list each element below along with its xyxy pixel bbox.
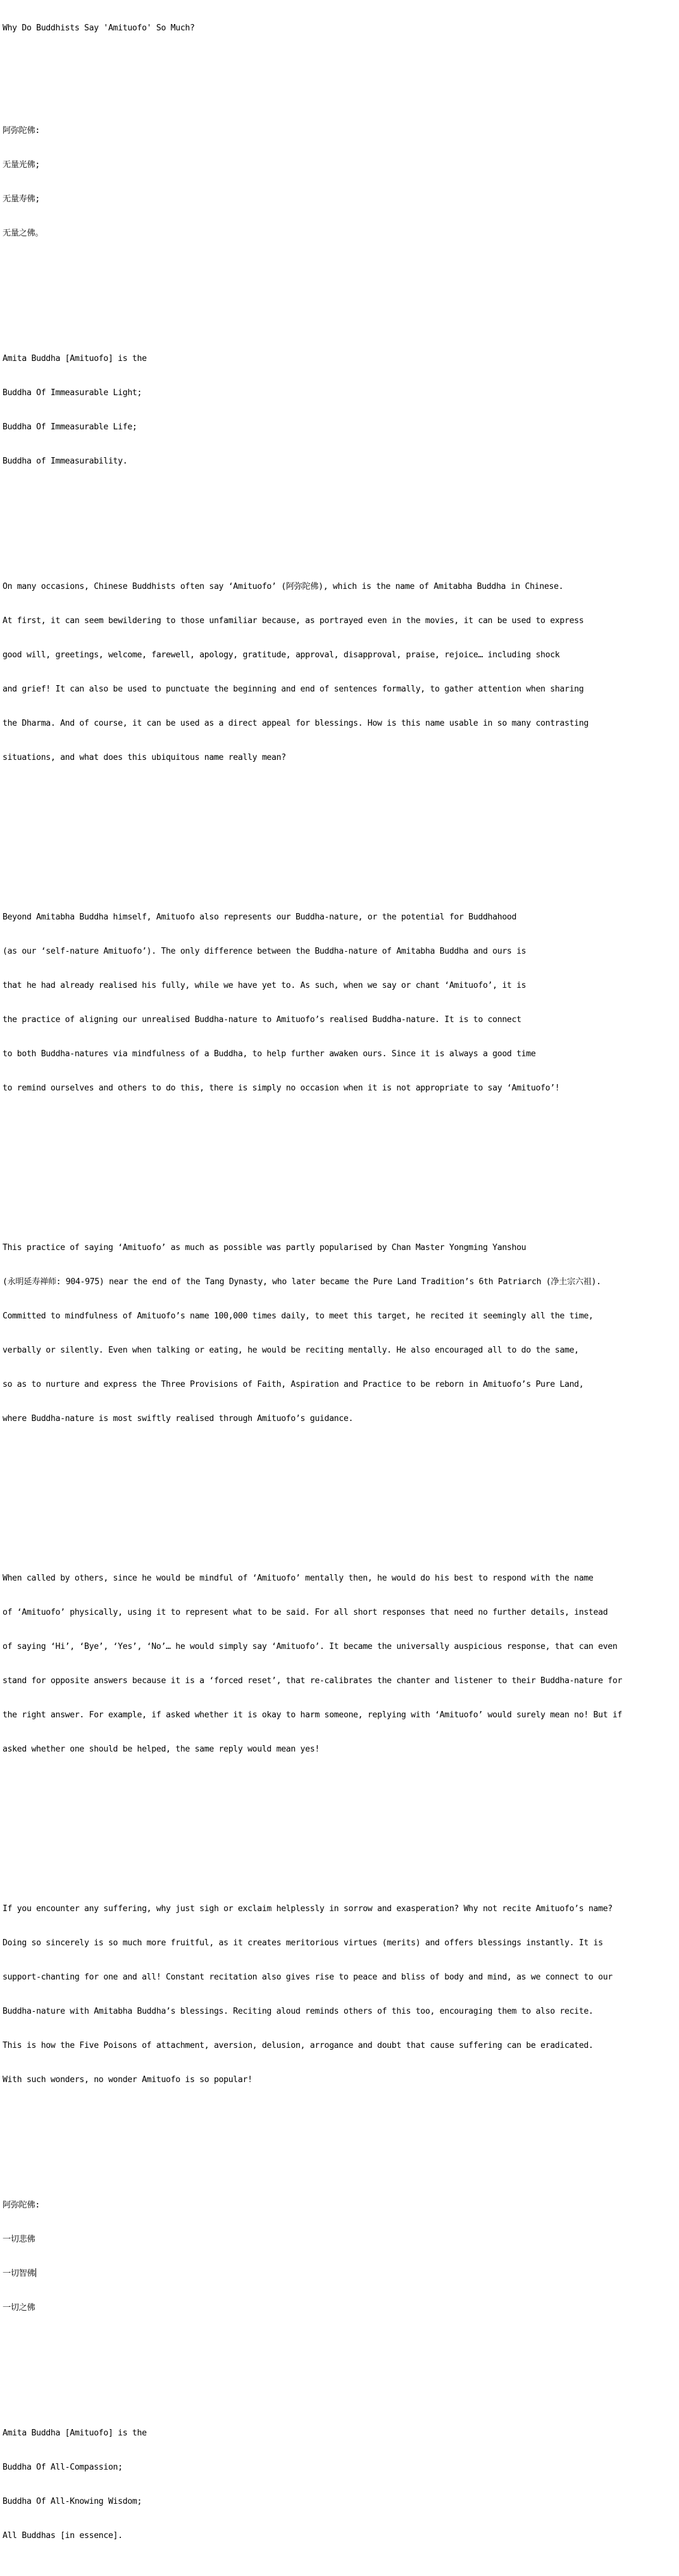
paragraph-line: At first, it can seem bewildering to those unfamiliar because, as portrayed even in the movies, it can be used to express [3, 616, 584, 626]
verse-line: Amita Buddha [Amituofo] is the [3, 354, 147, 363]
paragraph-line: that he had already realised his fully, while we have yet to. As such, when we say or chant ‘Amituofo’, it is [3, 981, 526, 990]
paragraph-line: On many occasions, Chinese Buddhists often say ‘Amituofo’ (阿弥陀佛), which is the name of Amitabha Buddha in Chinese. [3, 582, 564, 591]
verse-line-with-caret [3, 2268, 676, 2280]
paragraph-3 [3, 1220, 676, 1448]
blank-line [3, 1801, 676, 1812]
paragraph-line: support-chanting for one and all! Constant recitation also gives rise to peace and bliss of body and mind, as we connect to our [3, 1973, 613, 1982]
paragraph-4 [3, 1550, 676, 1778]
verse-line: Buddha of Immeasurability. [3, 457, 128, 466]
paragraph-line: to both Buddha-natures via mindfulness of a Buddha, to help further awaken ours. Since it is always a good time [3, 1049, 536, 1059]
verse-line: 无量寿佛; [3, 194, 40, 204]
blank-line [3, 1505, 676, 1516]
blank-line [3, 809, 676, 821]
document-title: Why Do Buddhists Say 'Amituofo' So Much? [3, 23, 195, 33]
verse-line: 一切悲佛 [3, 2235, 35, 2244]
blank-line [3, 2131, 676, 2143]
blank-line [3, 2359, 676, 2371]
paragraph-line: where Buddha-nature is most swiftly realised through Amituofo’s guidance. [3, 1414, 354, 1424]
verse-chinese-1 [3, 103, 676, 262]
blank-line [3, 1835, 676, 1847]
paragraph-line: so as to nurture and express the Three Provisions of Faith, Aspiration and Practice to be reborn in Amituofo’s Pure Land, [3, 1380, 584, 1389]
paragraph-line: and grief! It can also be used to punctuate the beginning and end of sentences formally, to gather attention when sharing [3, 685, 584, 694]
verse-line: Buddha Of All-Knowing Wisdom; [3, 2497, 142, 2506]
verse-line: 一切智佛 [3, 2269, 35, 2278]
paragraph-line: asked whether one should be helped, the same reply would mean yes! [3, 1745, 320, 1754]
paragraph-line: the practice of aligning our unrealised Buddha-nature to Amituofo’s realised Buddha-nature. It is to connect [3, 1015, 521, 1025]
paragraph-line: the Dharma. And of course, it can be used as a direct appeal for blessings. How is this name usable in so many contrasting [3, 719, 589, 728]
verse-line: Buddha Of Immeasurable Light; [3, 388, 142, 398]
verse-line: 阿弥陀佛: [3, 2200, 40, 2210]
verse-line: 无量之佛。 [3, 229, 44, 238]
blank-line [3, 513, 676, 524]
paragraph-5 [3, 1881, 676, 2109]
verse-chinese-2 [3, 2177, 676, 2337]
blank-line [3, 1140, 676, 1151]
paragraph-1 [3, 559, 676, 786]
blank-line [3, 285, 676, 296]
blank-line [3, 1174, 676, 1185]
blank-line [3, 843, 676, 855]
paragraph-line: to remind ourselves and others to do this, there is simply no occasion when it is not appropriate to say ‘Amituofo’! [3, 1083, 560, 1093]
verse-line: 阿弥陀佛: [3, 126, 40, 136]
paragraph-line: If you encounter any suffering, why just sigh or exclaim helplessly in sorrow and exasperation? Why not recite Amituofo’s name? [3, 1904, 613, 1914]
paragraph-line: of ‘Amituofo’ physically, using it to represent what to be said. For all short responses that need no further details, instead [3, 1608, 608, 1617]
paragraph-line: Committed to mindfulness of Amituofo’s name 100,000 times daily, to meet this target, he recited it seemingly all the time, [3, 1311, 594, 1321]
paragraph-line: (as our ‘self-nature Amituofo’). The only difference between the Buddha-nature of Amitabha Buddha and ours is [3, 947, 526, 956]
text-cursor [35, 2268, 36, 2277]
verse-english-1 [3, 331, 676, 490]
paragraph-line: of saying ‘Hi’, ‘Bye’, ‘Yes’, ‘No’… he would simply say ‘Amituofo’. It became the universally auspicious response, that can even [3, 1642, 618, 1651]
paragraph-line: good will, greetings, welcome, farewell, apology, gratitude, approval, disapproval, praise, rejoice… including shock [3, 650, 560, 660]
paragraph-line: Beyond Amitabha Buddha himself, Amituofo also represents our Buddha-nature, or the potential for Buddhahood [3, 912, 517, 922]
verse-line: All Buddhas [in essence]. [3, 2531, 123, 2541]
text-document[interactable] [3, 0, 676, 2576]
verse-english-2 [3, 2405, 676, 2565]
paragraph-line: This is how the Five Poisons of attachment, aversion, delusion, arrogance and doubt that cause suffering can be eradicated. [3, 2041, 594, 2050]
paragraph-line: verbally or silently. Even when talking or eating, he would be reciting mentally. He also encouraged all to do the same, [3, 1346, 579, 1355]
verse-line: Amita Buddha [Amituofo] is the [3, 2428, 147, 2438]
verse-line: 一切之佛 [3, 2303, 35, 2313]
paragraph-line: situations, and what does this ubiquitous name really mean? [3, 753, 286, 762]
paragraph-line: When called by others, since he would be mindful of ‘Amituofo’ mentally then, he would do his best to respond with the name [3, 1574, 594, 1583]
paragraph-line: the right answer. For example, if asked whether it is okay to harm someone, replying with ‘Amituofo’ would surely mean no! But if [3, 1710, 623, 1720]
paragraph-line: With such wonders, no wonder Amituofo is so popular! [3, 2075, 252, 2085]
paragraph-2 [3, 889, 676, 1117]
paragraph-line: (永明延寿禅师: 904-975) near the end of the Tang Dynasty, who later became the Pure Land Tradition’s 6th Patriarch (净土宗六祖). [3, 1277, 601, 1287]
paragraph-line: This practice of saying ‘Amituofo’ as much as possible was partly popularised by Chan Master Yongming Yanshou [3, 1243, 526, 1253]
verse-line: Buddha Of All-Compassion; [3, 2463, 123, 2472]
verse-line: 无量光佛; [3, 160, 40, 170]
paragraph-line: stand for opposite answers because it is a ‘forced reset’, that re-calibrates the chanter and listener to their Buddha-nature for [3, 1676, 623, 1686]
blank-line [3, 57, 676, 68]
paragraph-line: Doing so sincerely is so much more fruitful, as it creates meritorious virtues (merits) and offers blessings instantly. It is [3, 1938, 603, 1948]
verse-line: Buddha Of Immeasurable Life; [3, 422, 137, 432]
paragraph-line: Buddha-nature with Amitabha Buddha’s blessings. Reciting aloud reminds others of this too, encouraging them to also recite. [3, 2007, 594, 2016]
blank-line [3, 1470, 676, 1482]
